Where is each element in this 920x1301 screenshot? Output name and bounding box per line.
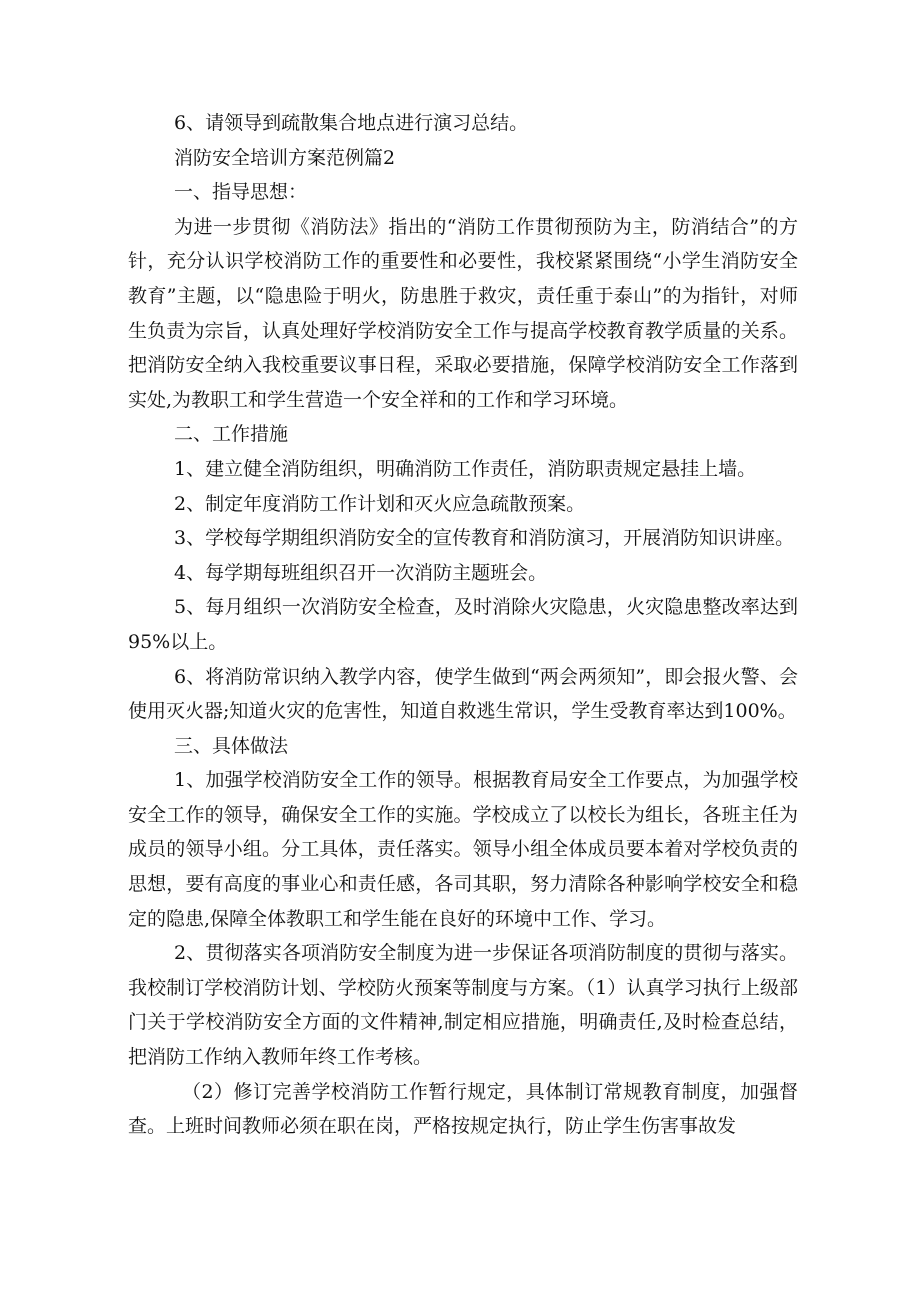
measure-3: 3、学校每学期组织消防安全的宣传教育和消防演习，开展消防知识讲座。 — [174, 527, 795, 550]
section-title-plan-2: 消防安全培训方案范例篇2 — [174, 146, 396, 169]
practice-1: 1、加强学校消防安全工作的领导。根据教育局安全工作要点，为加强学校安全工作的领导，确保安全工作的实施。学校成立了以校长为组长，各班主任为成员的领导小组。分工具体，责任落实。领导小组全体成员要本着对学校负责的思想，要有高度的事业心和责任感，各司其职，努力清除各种影响学校安全和稳定的隐患,保障全体教职工和学生能在良好的环境中工作、学习。 — [128, 769, 798, 930]
heading-guiding-ideology: 一、指导思想： — [174, 181, 308, 204]
measure-4: 4、每学期每班组织召开一次消防主题班会。 — [174, 561, 548, 584]
document-body — [128, 106, 798, 1144]
heading-work-measures: 二、工作措施 — [174, 423, 289, 446]
practice-2-sub-2: （2）修订完善学校消防工作暂行规定，具体制订常规教育制度，加强督查。上班时间教师必须在职在岗，严格按规定执行，防止学生伤害事故发 — [128, 1080, 798, 1138]
measure-2: 2、制定年度消防工作计划和灭火应急疏散预案。 — [174, 492, 586, 515]
practice-2: 2、贯彻落实各项消防安全制度为进一步保证各项消防制度的贯彻与落实。我校制订学校消防计划、学校防火预案等制度与方案。（1）认真学习执行上级部门关于学校消防安全方面的文件精神,制定相应措施，明确责任,及时检查总结，把消防工作纳入教师年终工作考核。 — [128, 942, 798, 1069]
heading-specific-practices: 三、具体做法 — [174, 734, 289, 757]
item-6-evacuation: 6、请领导到疏散集合地点进行演习总结。 — [174, 112, 529, 134]
measure-6: 6、将消防常识纳入教学内容，使学生做到“两会两须知”，即会报火警、会使用灭火器;知道火灾的危害性，知道自救逃生常识，学生受教育率达到100%。 — [128, 665, 798, 723]
measure-1: 1、建立健全消防组织，明确消防工作责任，消防职责规定悬挂上墙。 — [174, 457, 757, 480]
guiding-ideology-body: 为进一步贯彻《消防法》指出的“消防工作贯彻预防为主，防消结合”的方针，充分认识学校消防工作的重要性和必要性，我校紧紧围绕“小学生消防安全教育”主题，以“隐患险于明火，防患胜于救灾，责任重于泰山”的为指针，对师生负责为宗旨，认真处理好学校消防安全工作与提高学校教育教学质量的关系。把消防安全纳入我校重要议事日程，采取必要措施，保障学校消防安全工作落到实处,为教职工和学生营造一个安全祥和的工作和学习环境。 — [128, 215, 798, 411]
measure-5: 5、每月组织一次消防安全检查，及时消除火灾隐患，火灾隐患整改率达到95%以上。 — [128, 596, 798, 653]
